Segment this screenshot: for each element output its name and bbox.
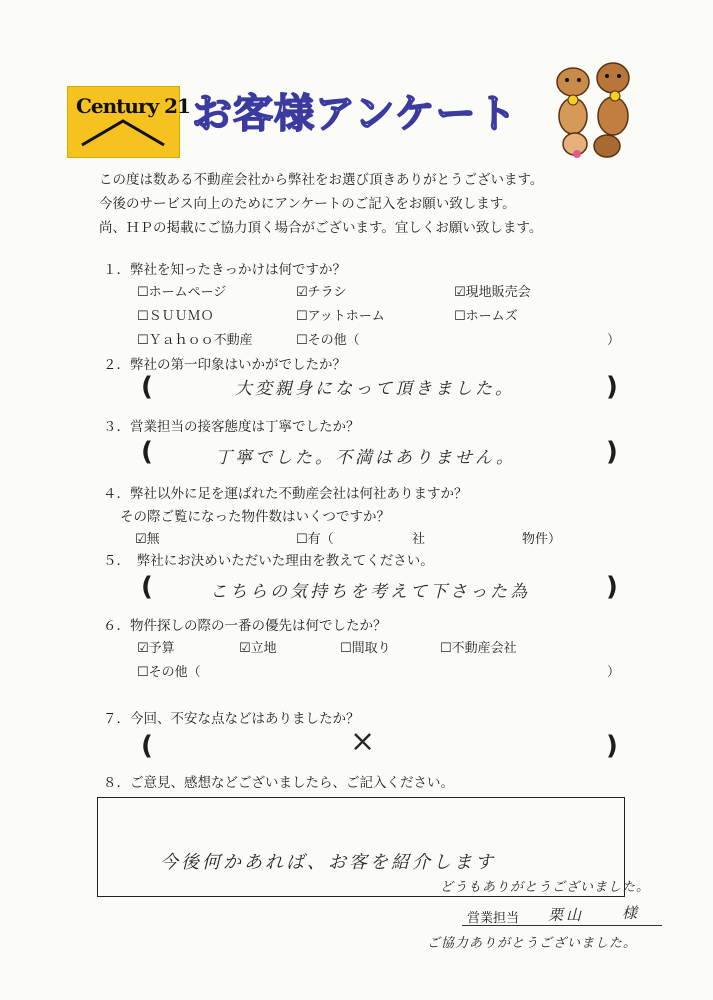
q8-answer: 今後何かあれば、お客を紹介します	[160, 852, 496, 873]
q6-other-close: ）	[607, 665, 621, 680]
q3-answer[interactable]: 丁寧でした。不満はありません。	[215, 448, 517, 468]
q5-answer[interactable]: こちらの気持ちを考えて下さった為	[210, 582, 530, 602]
q4-question: ４．弊社以外に足を運ばれた不動産会社は何社ありますか？	[103, 486, 468, 502]
q1-option-homepage[interactable]: ☐ホームページ	[137, 285, 227, 300]
q2-question: ２．弊社の第一印象はいかがでしたか？	[103, 357, 346, 373]
signature-line	[462, 925, 662, 926]
staff-name: 栗山	[548, 906, 585, 924]
q4-unit-property: 物件）	[522, 532, 562, 547]
q6-option-budget[interactable]: ☑予算	[137, 641, 175, 656]
staff-suffix: 様	[622, 904, 641, 922]
q1-option-other[interactable]: ☐その他（	[296, 333, 360, 348]
q1-option-suumo[interactable]: ☐ＳＵＵＭＯ	[137, 309, 214, 324]
q4-option-none[interactable]: ☑無	[135, 532, 160, 547]
q1-option-homes[interactable]: ☐ホームズ	[454, 309, 518, 324]
q2-answer[interactable]: 大変親身になって頂きました。	[235, 379, 515, 399]
q3-paren-open: (	[141, 437, 153, 467]
q2-paren-close: )	[606, 372, 618, 402]
q5-question: ５． 弊社にお決めいただいた理由を教えてください。	[103, 553, 434, 569]
closing-message: ご協力ありがとうございました。	[427, 936, 638, 951]
q8-thanks-handwritten: どうもありがとうございました。	[440, 880, 651, 895]
q7-answer[interactable]: ×	[350, 724, 379, 759]
q6-option-layout[interactable]: ☐間取り	[340, 641, 391, 656]
q6-question: ６．物件探しの際の一番の優先は何でしたか？	[103, 618, 387, 634]
q6-option-other[interactable]: ☐その他（	[137, 665, 201, 680]
q8-question: ８．ご意見、感想などございましたら、ご記入ください。	[103, 775, 454, 791]
q4-unit-company: 社	[412, 532, 426, 547]
logo-text: Century 21	[76, 94, 190, 118]
q6-option-location[interactable]: ☑立地	[239, 641, 277, 656]
q4-question-2: その際ご覧になった物件数はいくつですか？	[120, 509, 390, 525]
q1-option-yahoo[interactable]: ☐Ｙａｈｏｏ不動産	[137, 333, 253, 348]
intro-line-3: 尚、ＨＰの掲載にご協力頂く場合がございます。宜しくお願い致します。	[99, 220, 543, 236]
q6-option-agency[interactable]: ☐不動産会社	[440, 641, 517, 656]
intro-line-1: この度は数ある不動産会社から弊社をお選び頂きありがとうございます。	[99, 172, 544, 188]
q4-option-yes[interactable]: ☐有（	[296, 532, 334, 547]
q7-question: ７．今回、不安な点などはありましたか？	[103, 711, 360, 727]
mascot-dogs-illustration	[543, 56, 635, 160]
q5-paren-open: (	[141, 572, 153, 602]
q7-paren-open: (	[141, 731, 153, 761]
q3-question: ３．営業担当の接客態度は丁寧でしたか？	[103, 419, 360, 435]
q1-other-close: ）	[607, 333, 621, 348]
q2-paren-open: (	[141, 372, 153, 402]
q1-option-flyer[interactable]: ☑チラシ	[296, 285, 347, 300]
q1-question: １．弊社を知ったきっかけは何ですか？	[103, 262, 346, 278]
page-title: お客様アンケート	[192, 91, 518, 137]
q7-paren-close: )	[606, 731, 618, 761]
intro-line-2: 今後のサービス向上のためにアンケートのご記入をお願い致します。	[99, 196, 516, 212]
staff-label: 営業担当	[467, 911, 520, 926]
q1-option-open-house[interactable]: ☑現地販売会	[454, 285, 531, 300]
q5-paren-close: )	[606, 572, 618, 602]
q1-option-athome[interactable]: ☐アットホーム	[296, 309, 385, 324]
q3-paren-close: )	[606, 437, 618, 467]
